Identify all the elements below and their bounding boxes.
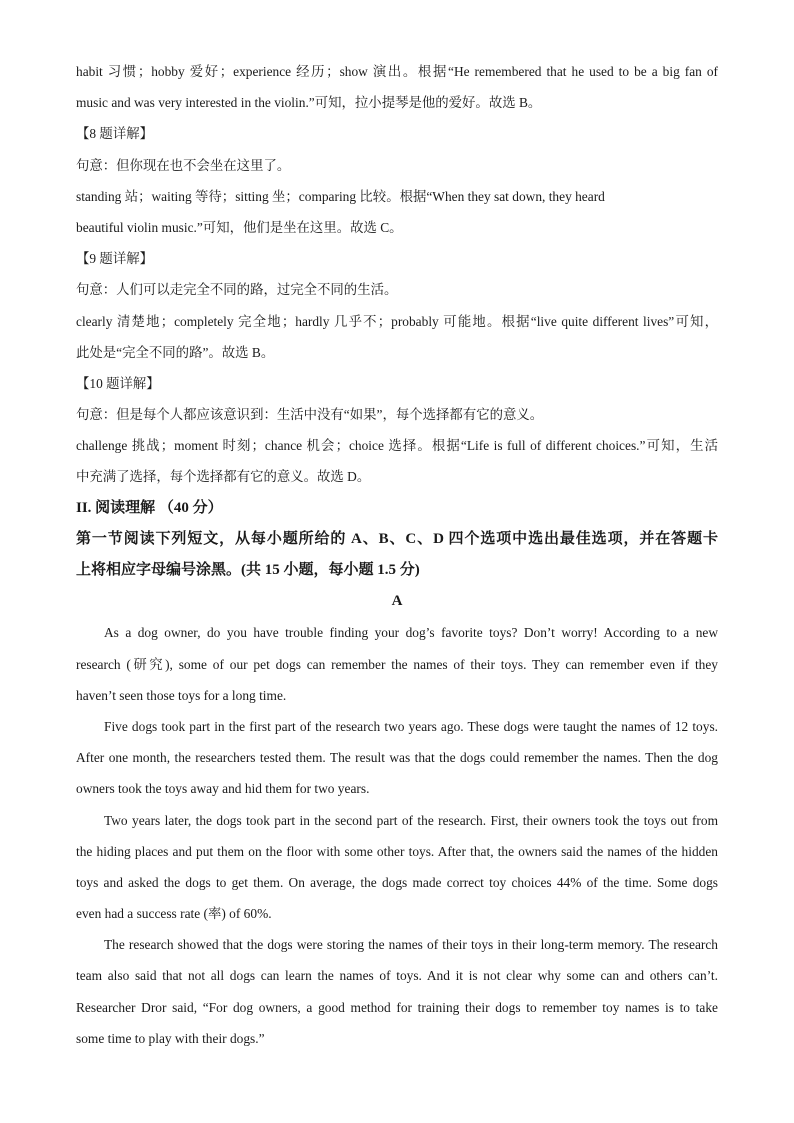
text-line: 句意：但是每个人都应该意识到：生活中没有“如果”，每个选择都有它的意义。 [76,407,544,423]
text-line: 中充满了选择，每个选择都有它的意义。故选 D。 [76,469,371,485]
instructions-line: 上将相应字母编号涂黑。(共 15 小题，每小题 1.5 分) [76,562,420,578]
section-heading: 【10 题详解】 [76,375,160,391]
text-line: beautiful violin music.”可知，他们是坐在这里。故选 C。 [76,219,403,235]
text-line: clearly 清楚地；completely 完全地；hardly 几乎不；probably 可能地。根据“live quite different lives”可知， [76,313,718,329]
passage-line: research (研究), some of our pet dogs can remember the names of their toys. They can remember even if they [76,656,718,672]
passage-line: Researcher Dror said, “For dog owners, a good method for training their dogs to remember toy names is to take [76,999,718,1015]
passage-line: As a dog owner, do you have trouble finding your dog’s favorite toys? Don’t worry! According to a new [104,625,718,641]
passage-line: Two years later, the dogs took part in the second part of the research. First, their owners took the toys out from [104,812,718,828]
text-line: 此处是“完全不同的路”。故选 B。 [76,344,275,360]
text-line: 句意：但你现在也不会坐在这里了。 [76,157,291,173]
passage-line: owners took the toys away and hid them for two years. [76,781,370,797]
passage-line: even had a success rate (率) of 60%. [76,906,272,922]
passage-title: A [391,593,403,610]
passage-line: the hiding places and put them on the floor with some other toys. After that, the owners said the names of the hidden [76,843,718,859]
passage-line: After one month, the researchers tested them. The result was that the dogs could remember the names. Then the dog [76,750,718,766]
passage-line: haven’t seen those toys for a long time. [76,687,287,703]
text-line: 句意：人们可以走完全不同的路，过完全不同的生活。 [76,282,398,298]
passage-line: some time to play with their dogs.” [76,1030,265,1046]
text-line: standing 站；waiting 等待；sitting 坐；comparing 比较。根据“When they sat down, they heard [76,188,605,204]
passage-line: toys and asked the dogs to get them. On average, the dogs made correct toy choices 44% of the time. Some dogs [76,874,718,890]
text-line: challenge 挑战；moment 时刻；chance 机会；choice 选择。根据“Life is full of different choices.”可知，生活 [76,438,718,454]
document-page [76,56,718,1054]
section-heading: 【8 题详解】 [76,126,153,142]
instructions-line: 第一节阅读下列短文，从每小题所给的 A、B、C、D 四个选项中选出最佳选项，并在答题卡 [76,530,718,547]
passage-line: The research showed that the dogs were storing the names of their toys in their long-term memory. The research [104,937,718,953]
text-line: music and was very interested in the violin.”可知，拉小提琴是他的爱好。故选 B。 [76,95,542,111]
passage-line: team also said that not all dogs can learn the names of toys. And it is not clear why some can and others can’t. [76,968,718,984]
passage-line: Five dogs took part in the first part of the research two years ago. These dogs were taught the names of 12 toys. [104,718,718,734]
section-heading: 【9 题详解】 [76,251,153,267]
part-title: II. 阅读理解 （40 分） [76,499,223,516]
text-line: habit 习惯；hobby 爱好；experience 经历；show 演出。根据“He remembered that he used to be a big fan of [76,64,718,79]
